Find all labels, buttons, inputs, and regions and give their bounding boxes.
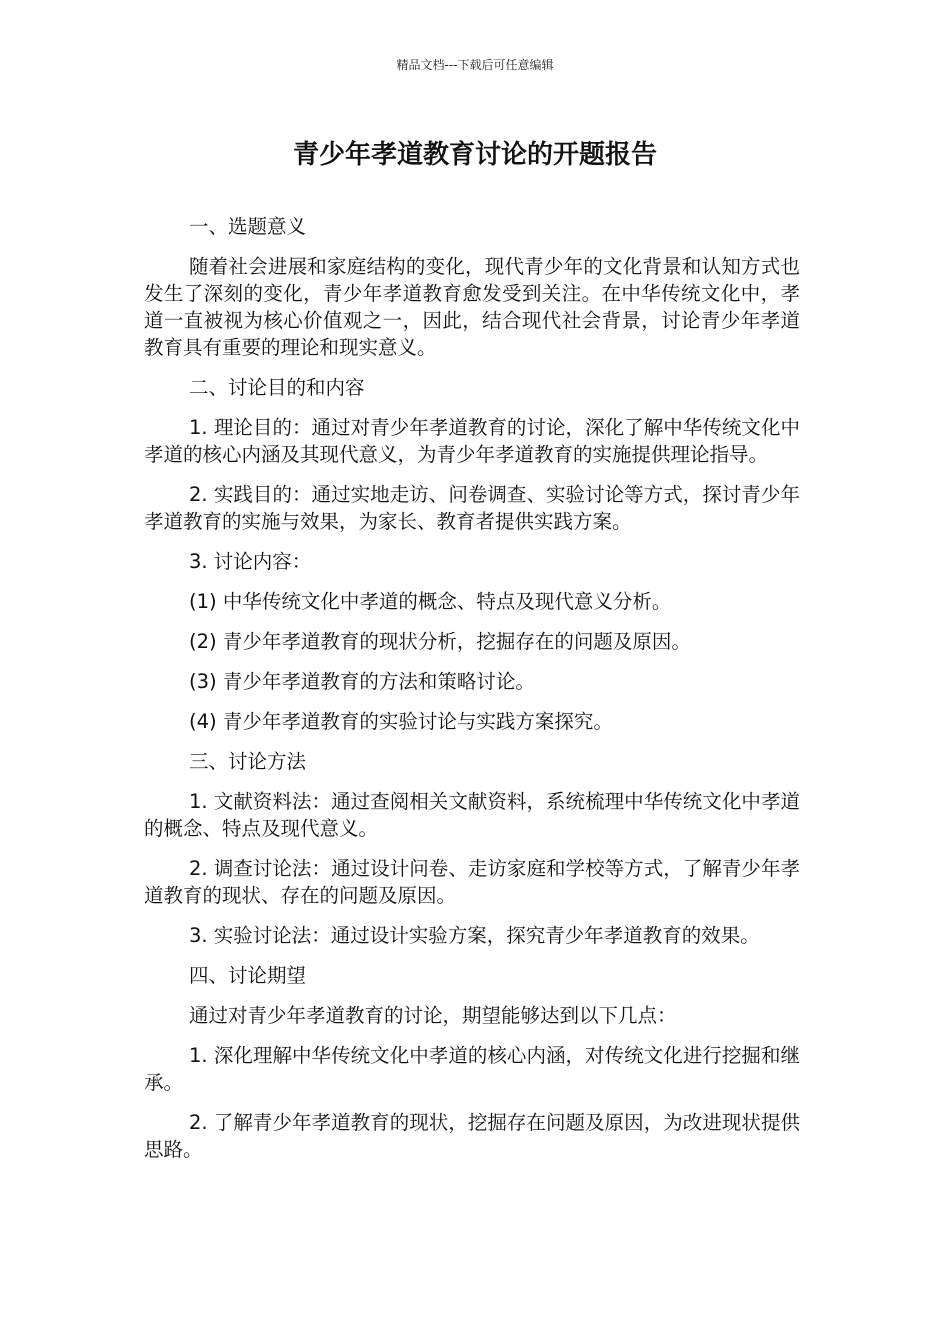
list-item-content-2: (2) 青少年孝道教育的现状分析，挖掘存在的问题及原因。 <box>189 630 691 653</box>
page-header: 精品文档---下载后可任意编辑 <box>396 58 554 72</box>
paragraph-expectations-intro: 通过对青少年孝道教育的讨论，期望能够达到以下几点： <box>189 1004 677 1027</box>
section-heading-purpose-content: 二、讨论目的和内容 <box>189 376 365 399</box>
paragraph-practice-purpose: 2. 实践目的：通过实地走访、问卷调查、实验讨论等方式，探讨青少年孝道教育的实施与效果，为家长、教育者提供实践方案。 <box>144 483 800 533</box>
list-item-content-3: (3) 青少年孝道教育的方法和策略讨论。 <box>189 670 535 693</box>
section-heading-methods: 三、讨论方法 <box>189 750 307 773</box>
paragraph-significance: 随着社会进展和家庭结构的变化，现代青少年的文化背景和认知方式也发生了深刻的变化，青少年孝道教育愈发受到关注。在中华传统文化中，孝道一直被视为核心价值观之一，因此，结合现代社会背景，讨论青少年孝道教育具有重要的理论和现实意义。 <box>144 255 800 359</box>
document-body <box>144 213 800 1176</box>
paragraph-expectation-2: 2. 了解青少年孝道教育的现状，挖掘存在问题及原因，为改进现状提供思路。 <box>144 1111 800 1161</box>
section-heading-significance: 一、选题意义 <box>189 215 307 238</box>
section-heading-expectations: 四、讨论期望 <box>189 964 307 987</box>
paragraph-method-experiment: 3. 实验讨论法：通过设计实验方案，探究青少年孝道教育的效果。 <box>189 924 760 947</box>
list-item-content-1: (1) 中华传统文化中孝道的概念、特点及现代意义分析。 <box>189 590 672 613</box>
paragraph-theory-purpose: 1. 理论目的：通过对青少年孝道教育的讨论，深化了解中华传统文化中孝道的核心内涵及其现代意义，为青少年孝道教育的实施提供理论指导。 <box>144 416 800 466</box>
paragraph-method-literature: 1. 文献资料法：通过查阅相关文献资料，系统梳理中华传统文化中孝道的概念、特点及现代意义。 <box>144 790 800 840</box>
list-item-content-4: (4) 青少年孝道教育的实验讨论与实践方案探究。 <box>189 710 613 733</box>
document-title: 青少年孝道教育讨论的开题报告 <box>292 140 657 170</box>
paragraph-expectation-1: 1. 深化理解中华传统文化中孝道的核心内涵，对传统文化进行挖掘和继承。 <box>144 1044 800 1094</box>
paragraph-method-survey: 2. 调查讨论法：通过设计问卷、走访家庭和学校等方式，了解青少年孝道教育的现状、存在的问题及原因。 <box>144 857 800 907</box>
paragraph-content-heading: 3. 讨论内容： <box>189 550 312 573</box>
